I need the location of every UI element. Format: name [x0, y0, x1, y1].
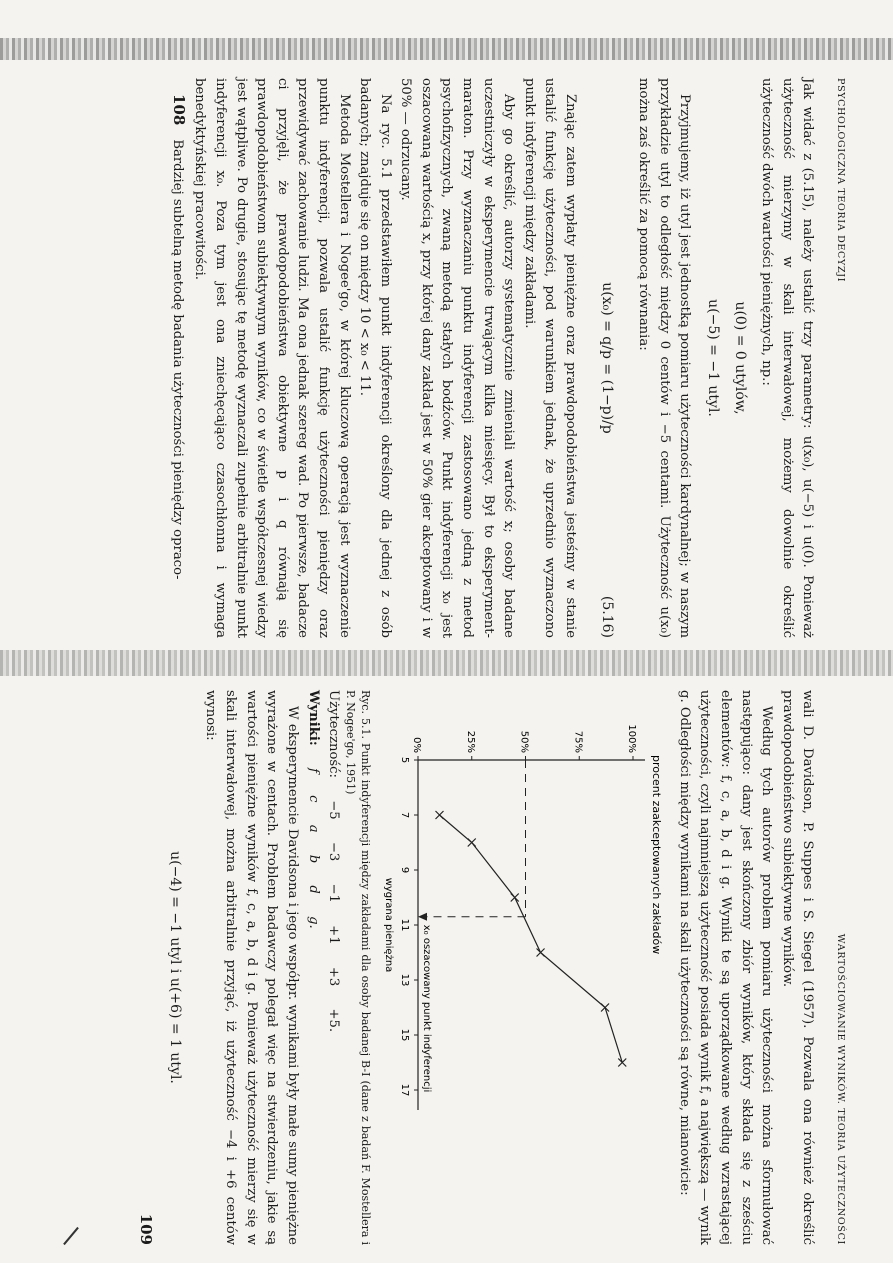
y-tick-label: 0% — [411, 737, 423, 753]
last-line-text: Bardziej subtelną metodę badania użyteczności pieniędzy opraco- — [169, 139, 185, 580]
series-line — [440, 815, 623, 1063]
y-axis-label: procent zaakceptowanych zakładów — [650, 755, 664, 955]
y-tick-label: 75% — [572, 730, 584, 753]
paragraph: Metoda Mostellera i Nogee'go, w której kluczową operacją jest wyznaczenie punktu indyferencji, pozwala ustalić funkcję użyteczności pieniędzy oraz przewidywać zachowanie ludzi. Ma ona jednak szereg wad. Po pierwsze, badacze ci przyjęli, że prawdopodobieństwa obiektywne p i q równają się prawdopodobieństwom subiektywnym wyników, co w świetle współczesnej wiedzy jest wątpliwe. Po drugie, stosując tę metodę wyznaczali zupełnie arbitralnie punkt indyferencji x₀. Poza tym jest ona zniechęcająco czasochłonna i wymaga benedyktyńskiej pracowitości. — [192, 78, 352, 638]
utility-value: −3 — [326, 841, 342, 862]
page-number-right: 109 — [137, 1213, 156, 1245]
equation: u(0) = 0 utylów, — [731, 301, 748, 415]
x-tick-label: 15 — [399, 1028, 411, 1042]
last-line — [166, 78, 189, 638]
indifference-annotation: x₀ oszacowany punkt indyferencji — [421, 924, 433, 1093]
y-tick-label: 50% — [518, 730, 530, 753]
data-point — [619, 1059, 627, 1067]
scan-noise-fold — [0, 650, 893, 676]
figure-5-1 — [373, 690, 673, 1245]
paragraph: Według tych autorów problem pomiaru użyteczności można sformułować następująco: dany jest skończony zbiór wyników, który składa się z sześciu elementów: f, c, a, b, d i g. Wyniki te są uporządkowane według wzrastającej użyteczności, czyli najmniejszą użyteczność posiada wynik f, a największą — wynik g. Odległości między wynikami na skali użyteczności są równe, mianowicie: — [676, 690, 775, 1245]
results-label: Wyniki: — [305, 690, 321, 746]
paragraph: W eksperymencie Davidsona i jego współpr. wynikami były małe sumy pieniężne wyrażone w centach. Problem badawczy polegał więc na stwierdzeniu, jakie są wartości pieniężne wyników f, c, a, b, d i g. Ponieważ użyteczność mierzy się w skali interwałowej, można arbitralnie przyjąć, iż użyteczność −4 i +6 centów wynosi: — [202, 690, 301, 1245]
paragraph: Znając zatem wypłaty pieniężne oraz prawdopodobieństwa jesteśmy w stanie ustalić funkcję użyteczności, pod warunkiem jednak, że uprzednio wyznaczono punkt indyferencji między zakładami. — [521, 78, 579, 638]
x-tick-label: 13 — [399, 973, 411, 987]
result-value: d — [305, 885, 321, 894]
right-page — [136, 690, 850, 1245]
equation-number: (5.16) — [598, 595, 615, 638]
result-value: g. — [305, 916, 321, 929]
data-point — [601, 1004, 609, 1012]
paragraph: wali D. Davidson, P. Suppes i S. Siegel (1957). Pozwala ona również określić prawdopodobieństwo subiektywne wyników. — [779, 690, 816, 1245]
equation-5-16 — [596, 78, 617, 638]
result-value: f — [305, 768, 321, 773]
data-point — [468, 839, 476, 847]
result-value: b — [305, 854, 321, 864]
results-row — [302, 690, 323, 1245]
utility-value: +5. — [326, 1008, 342, 1033]
figure-caption: Ryc. 5.1. Punkt indyferencji między zakładami dla osoby badanej B-I (dane z badań F. Mostellera i P. Nogee'go, 1951) — [344, 690, 373, 1245]
x-tick-label: 17 — [399, 1083, 411, 1097]
x-tick-label: 11 — [399, 918, 411, 932]
paragraph: Przyjmujemy, iż utyl jest jednostką pomiaru użyteczności kardynalnej; w naszym przykładzie utyl to odległość między 0 centów i −5 centami. Użyteczność u(x₀) można zaś określić za pomocą równania: — [636, 78, 693, 638]
x-tick-label: 7 — [399, 811, 411, 819]
data-point — [436, 811, 444, 819]
utility-row — [323, 690, 344, 1245]
data-point — [537, 949, 545, 957]
scan-noise-top — [0, 38, 893, 60]
equation-body: u(x₀) = q/p = (1−p)/p — [598, 282, 615, 434]
indifference-chart — [373, 690, 673, 1245]
y-tick-label: 25% — [465, 730, 476, 753]
utility-value: +3 — [326, 966, 342, 987]
y-tick-label: 100% — [626, 724, 638, 753]
indifference-arrow — [418, 913, 427, 921]
result-value: a — [305, 824, 321, 833]
utility-value: −5 — [326, 800, 342, 820]
equation: u(−5) = −1 utyl. — [705, 299, 722, 417]
result-value: c — [305, 795, 321, 803]
x-tick-label: 9 — [399, 866, 411, 874]
x-tick-label: 5 — [399, 756, 411, 764]
x-axis-label: wygrana pieniężna — [383, 877, 395, 973]
running-head-left: PSYCHOLOGICZNA TEORIA DECYZJI — [835, 78, 846, 283]
utility-label: Użyteczność: — [326, 690, 342, 778]
paragraph: Na ryc. 5.1 przedstawiłem punkt indyferencji określony dla jednej z osób badanych; znajduje się on między 10 < x₀ < 11. — [357, 78, 393, 638]
left-page — [166, 78, 850, 638]
equation: u(−4) = −1 utyl i u(+6) = 1 utyl. — [167, 851, 184, 1084]
paragraph: Jak widać z (5.15), należy ustalić trzy parametry: u(x₀), u(−5) i u(0). Ponieważ użyteczność mierzymy w skali interwałowej, możemy dowolnie określić użyteczność dwóch wartości pieniężnych, np.: — [759, 78, 816, 638]
utility-value: +1 — [326, 925, 342, 945]
paragraph: Aby go określić, autorzy systematycznie zmieniali wartość x; osoby badane uczestniczyły w eksperymencie trwającym kilka miesięcy. Był to eksperyment-maraton. Przy wyznaczaniu punktu indyferencji zastosowano jedną z metod psychofizycznych, zwaną metodą stałych bodźców. Punkt indyferencji x₀ jest oszacowaną wartością x, przy której dany zakład jest w 50% gier akceptowany i w 50% — odrzucany. — [398, 78, 517, 638]
page-number: 108 — [169, 94, 188, 126]
running-head-right: WARTOŚCIOWANIE WYNIKÓW. TEORIA UŻYTECZNOŚCI — [835, 933, 846, 1245]
data-point — [511, 894, 519, 902]
utility-value: −1 — [326, 883, 342, 903]
pen-mark — [63, 1227, 79, 1245]
